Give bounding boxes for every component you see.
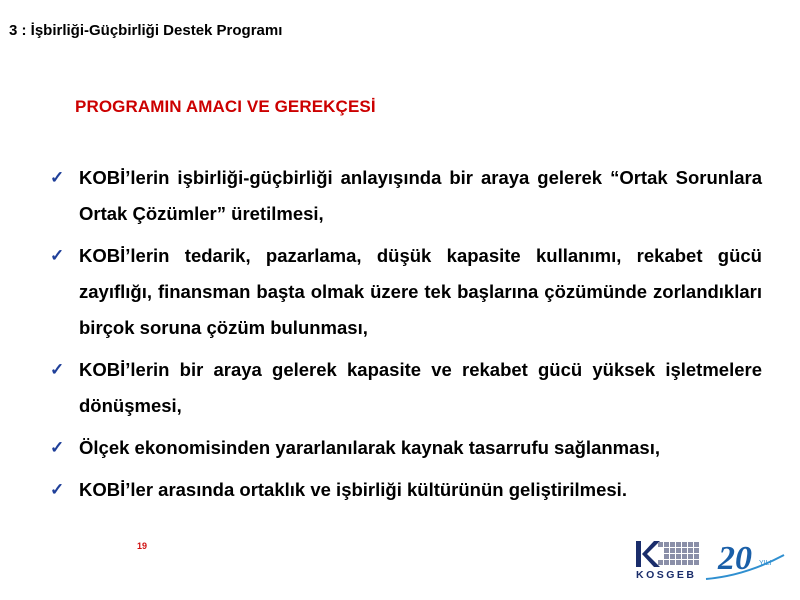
bullet-text: KOBİ’lerin bir araya gelerek kapasite ve rekabet gücü yüksek işletmelere dönüşmesi, [79, 359, 762, 416]
kosgeb-grid-mark [636, 541, 702, 567]
bullet-item-3 [50, 352, 762, 424]
slide-header-title: 3 : İşbirliği-Güçbirliği Destek Programı [9, 22, 283, 39]
anniversary-label: YILI [759, 560, 772, 567]
anniversary-number: 20 [718, 540, 752, 577]
checkmark-icon: ✓ [50, 480, 65, 499]
bullet-text: KOBİ’ler arasında ortaklık ve işbirliği kültürünün geliştirilmesi. [79, 479, 627, 500]
bullet-text: KOBİ’lerin işbirliği-güçbirliği anlayışında bir araya gelerek “Ortak Sorunlara Ortak Çözümler” üretilmesi, [79, 167, 762, 224]
bullet-text: Ölçek ekonomisinden yararlanılarak kaynak tasarrufu sağlanması, [79, 437, 660, 458]
bullet-text: KOBİ’lerin tedarik, pazarlama, düşük kapasite kullanımı, rekabet gücü zayıflığı, finansman başta olmak üzere tek başlarına çözümünde zorlandıkları birçok soruna çözüm bulunması, [79, 245, 762, 338]
kosgeb-logo-text: KOSGEB [636, 569, 697, 581]
checkmark-icon: ✓ [50, 246, 65, 265]
anniversary-20-mark [706, 540, 784, 579]
checkmark-icon: ✓ [50, 360, 65, 379]
bullet-item-5 [50, 472, 762, 508]
bullet-item-2 [50, 238, 762, 346]
page-number: 19 [137, 541, 148, 551]
bullet-item-4 [50, 430, 762, 466]
bullet-list [50, 160, 762, 514]
bullet-item-1 [50, 160, 762, 232]
checkmark-icon: ✓ [50, 438, 65, 457]
checkmark-icon: ✓ [50, 168, 65, 187]
section-title: PROGRAMIN AMACI VE GEREKÇESİ [75, 97, 376, 116]
